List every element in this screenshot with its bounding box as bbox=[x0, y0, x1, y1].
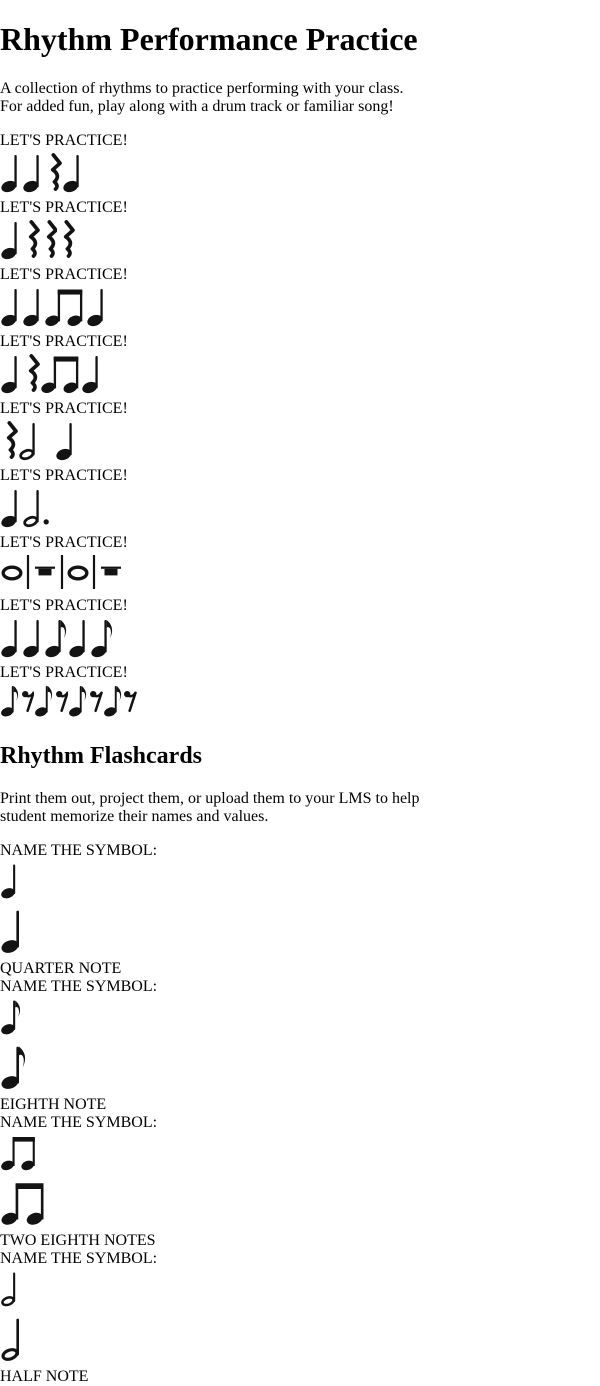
rhythm-notes-row bbox=[0, 150, 600, 199]
flashcard-question-label: NAME THE SYMBOL: bbox=[0, 841, 158, 859]
flyer-page bbox=[0, 21, 600, 1385]
flashcard-answer-card bbox=[0, 905, 600, 978]
flashcard-pair bbox=[0, 978, 600, 1114]
practice-card-label: LET'S PRACTICE! bbox=[0, 332, 128, 350]
quarter-symbol bbox=[0, 905, 25, 955]
eighth-symbol bbox=[90, 615, 114, 659]
dotted-half-symbol bbox=[22, 485, 52, 529]
practice-card-label: LET'S PRACTICE! bbox=[0, 466, 128, 484]
flashcard-answer-face bbox=[0, 905, 600, 978]
question-note bbox=[0, 1268, 600, 1313]
flashcard-answer-face bbox=[0, 1041, 600, 1114]
barline-symbol bbox=[90, 552, 98, 592]
practice-card-face bbox=[0, 664, 600, 723]
practice-card-label: LET'S PRACTICE! bbox=[0, 198, 128, 216]
flashcard-question-face bbox=[0, 842, 600, 905]
flashcard-answer-card bbox=[0, 1041, 600, 1114]
rhythm-notes-row bbox=[0, 615, 600, 664]
intro-text bbox=[0, 80, 600, 116]
rhythm-notes-row bbox=[0, 485, 600, 534]
rhythm-notes-row bbox=[0, 418, 600, 467]
quarter-symbol bbox=[0, 860, 20, 900]
practice-card bbox=[0, 664, 600, 723]
flashcard-question-label: NAME THE SYMBOL: bbox=[0, 1249, 158, 1267]
whole-rest-symbol bbox=[32, 552, 58, 592]
practice-card bbox=[0, 132, 600, 199]
rhythm-notes-row bbox=[0, 284, 600, 333]
whole-rest-symbol bbox=[98, 552, 124, 592]
eighth-symbol bbox=[0, 996, 22, 1036]
quarter-rest-symbol bbox=[57, 217, 75, 261]
quarter-symbol bbox=[0, 217, 22, 261]
practice-card-label: LET'S PRACTICE! bbox=[0, 131, 128, 149]
quarter-rest-symbol bbox=[44, 150, 62, 194]
beamed-eighths-symbol bbox=[44, 284, 86, 328]
practice-card-label: LET'S PRACTICE! bbox=[0, 533, 128, 551]
flashcard-pair bbox=[0, 842, 600, 978]
practice-card-label: LET'S PRACTICE! bbox=[0, 265, 128, 283]
quarter-rest-symbol bbox=[22, 351, 40, 395]
quarter-symbol bbox=[86, 284, 108, 328]
flashcard-question-face bbox=[0, 1250, 600, 1313]
quarter-symbol bbox=[0, 351, 22, 395]
quarter-symbol bbox=[22, 284, 44, 328]
eighth-rest-symbol bbox=[20, 682, 34, 718]
eighth-rest-symbol bbox=[88, 682, 102, 718]
quarter-symbol bbox=[0, 485, 22, 529]
practice-card-label: LET'S PRACTICE! bbox=[0, 663, 128, 681]
practice-card-face bbox=[0, 534, 600, 597]
quarter-symbol bbox=[0, 284, 22, 328]
answer-note bbox=[0, 1313, 600, 1368]
flashcard-question-card bbox=[0, 1114, 600, 1177]
rhythm-notes-row bbox=[0, 682, 600, 723]
practice-card-face bbox=[0, 400, 600, 467]
quarter-rest-symbol bbox=[22, 217, 40, 261]
practice-card bbox=[0, 333, 600, 400]
practice-card bbox=[0, 400, 600, 467]
question-note bbox=[0, 1132, 600, 1177]
practice-card bbox=[0, 266, 600, 333]
quarter-symbol bbox=[22, 615, 44, 659]
flashcard-question-face bbox=[0, 1114, 600, 1177]
question-note bbox=[0, 860, 600, 905]
flashcard-question-face bbox=[0, 978, 600, 1041]
flashcard-question-card bbox=[0, 978, 600, 1041]
practice-card-face bbox=[0, 333, 600, 400]
beamed-eighths-symbol bbox=[0, 1177, 48, 1227]
page-title: Rhythm Performance Practice bbox=[0, 21, 418, 58]
practice-card bbox=[0, 467, 600, 534]
rhythm-notes-row bbox=[0, 217, 600, 266]
barline-symbol bbox=[24, 552, 32, 592]
intro-line-2: For added fun, play along with a drum track or familiar song! bbox=[0, 97, 394, 115]
practice-card-face bbox=[0, 132, 600, 199]
answer-note bbox=[0, 1041, 600, 1096]
practice-grid bbox=[0, 132, 600, 723]
eighth-rest-symbol bbox=[54, 682, 68, 718]
practice-card-face bbox=[0, 266, 600, 333]
half-symbol bbox=[0, 1313, 25, 1363]
rhythm-notes-row bbox=[0, 351, 600, 400]
flashcards-line-1: Print them out, project them, or upload them to your LMS to help bbox=[0, 789, 420, 807]
whole-symbol bbox=[66, 552, 90, 592]
quarter-rest-symbol bbox=[0, 418, 18, 462]
flashcard-question-card bbox=[0, 842, 600, 905]
practice-card bbox=[0, 199, 600, 266]
half-symbol bbox=[0, 1268, 20, 1308]
flashcard-answer-card bbox=[0, 1313, 600, 1386]
quarter-symbol bbox=[68, 615, 90, 659]
beamed-eighths-symbol bbox=[40, 351, 82, 395]
intro-line-1: A collection of rhythms to practice performing with your class. bbox=[0, 79, 404, 97]
flashcard-question-label: NAME THE SYMBOL: bbox=[0, 1113, 158, 1131]
barline-symbol bbox=[58, 552, 66, 592]
eighth-symbol bbox=[0, 1041, 28, 1091]
flashcard-answer-label: TWO EIGHTH NOTES bbox=[0, 1231, 156, 1249]
flashcard-answer-label: EIGHTH NOTE bbox=[0, 1095, 107, 1113]
eighth-symbol bbox=[68, 682, 88, 718]
practice-card-face bbox=[0, 467, 600, 534]
flashcard-answer-face bbox=[0, 1313, 600, 1386]
flashcard-answer-label: HALF NOTE bbox=[0, 1367, 89, 1385]
flashcard-answer-face bbox=[0, 1177, 600, 1250]
beamed-eighths-symbol bbox=[0, 1132, 38, 1172]
practice-card bbox=[0, 597, 600, 664]
eighth-rest-symbol bbox=[122, 682, 136, 718]
flashcard-question-card bbox=[0, 1250, 600, 1313]
eighth-symbol bbox=[0, 682, 20, 718]
flashcard-pair bbox=[0, 1114, 600, 1250]
half-symbol bbox=[18, 418, 40, 462]
flashcards-grid bbox=[0, 842, 600, 1386]
whole-symbol bbox=[0, 552, 24, 592]
eighth-symbol bbox=[103, 682, 123, 718]
quarter-symbol bbox=[22, 150, 44, 194]
practice-card bbox=[0, 534, 600, 597]
quarter-rest-symbol bbox=[40, 217, 58, 261]
quarter-symbol bbox=[62, 150, 84, 194]
answer-note bbox=[0, 1177, 600, 1232]
question-note bbox=[0, 996, 600, 1041]
quarter-symbol bbox=[0, 615, 22, 659]
practice-card-label: LET'S PRACTICE! bbox=[0, 596, 128, 614]
quarter-symbol bbox=[55, 418, 77, 462]
quarter-symbol bbox=[0, 150, 22, 194]
flashcard-answer-card bbox=[0, 1177, 600, 1250]
answer-note bbox=[0, 905, 600, 960]
practice-card-face bbox=[0, 199, 600, 266]
flashcard-pair bbox=[0, 1250, 600, 1386]
flashcards-text bbox=[0, 790, 600, 826]
flashcard-question-label: NAME THE SYMBOL: bbox=[0, 977, 158, 995]
rhythm-notes-row bbox=[0, 552, 600, 597]
flashcards-line-2: student memorize their names and values. bbox=[0, 807, 269, 825]
space-symbol bbox=[40, 418, 55, 462]
eighth-symbol bbox=[34, 682, 54, 718]
flashcard-answer-label: QUARTER NOTE bbox=[0, 959, 122, 977]
quarter-symbol bbox=[81, 351, 103, 395]
practice-card-face bbox=[0, 597, 600, 664]
eighth-symbol bbox=[44, 615, 68, 659]
flashcards-heading: Rhythm Flashcards bbox=[0, 742, 203, 769]
practice-card-label: LET'S PRACTICE! bbox=[0, 399, 128, 417]
